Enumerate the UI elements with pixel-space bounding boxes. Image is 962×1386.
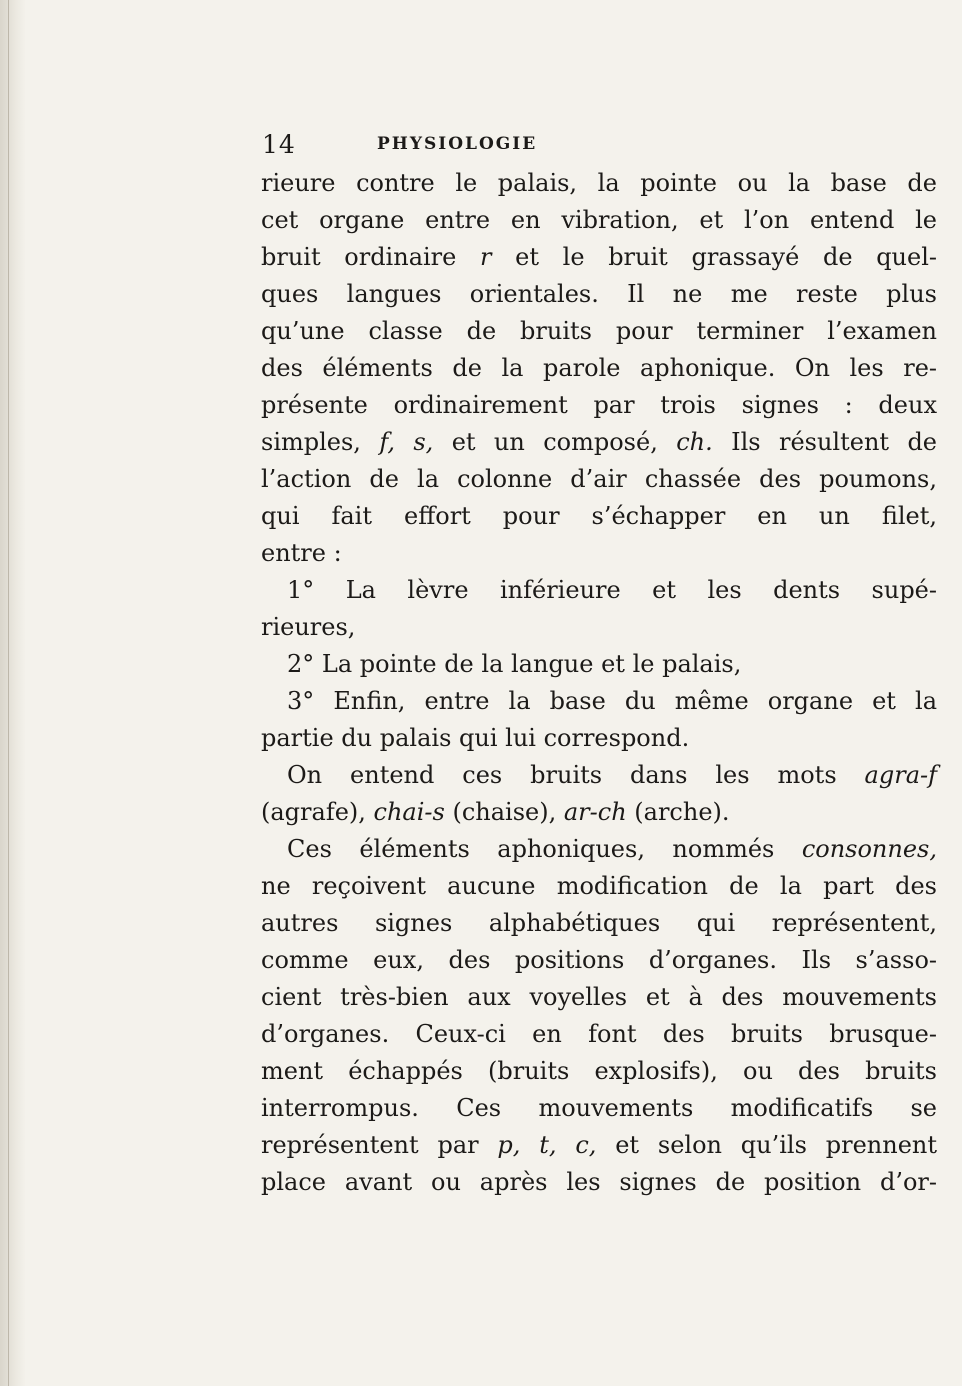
text-line: interrompus. Ces mouvements modificatifs se	[261, 1094, 937, 1122]
text-line: ment échappés (bruits explosifs), ou des bruits	[261, 1057, 937, 1085]
text-line: d’organes. Ceux-ci en font des bruits brusque-	[261, 1020, 937, 1048]
text-line: qu’une classe de bruits pour terminer l’examen	[261, 317, 937, 345]
text-line: On entend ces bruits dans les mots agra-f	[287, 761, 937, 789]
text-line: partie du palais qui lui correspond.	[261, 724, 690, 752]
text-line: 2° La pointe de la langue et le palais,	[287, 650, 742, 678]
text-line: ques langues orientales. Il ne me reste plus	[261, 280, 937, 308]
text-line: ne reçoivent aucune modification de la part des	[261, 872, 937, 900]
text-line: présente ordinairement par trois signes : deux	[261, 391, 937, 419]
text-line: l’action de la colonne d’air chassée des poumons,	[261, 465, 937, 493]
text-line: des éléments de la parole aphonique. On les re-	[261, 354, 937, 382]
text-line: comme eux, des positions d’organes. Ils s’asso-	[261, 946, 937, 974]
running-title: PHYSIOLOGIE	[377, 134, 538, 154]
text-line: cet organe entre en vibration, et l’on entend le	[261, 206, 937, 234]
text-line: cient très-bien aux voyelles et à des mouvements	[261, 983, 937, 1011]
text-line: qui fait effort pour s’échapper en un filet,	[261, 502, 937, 530]
text-line: simples, f, s, et un composé, ch. Ils résultent de	[261, 428, 938, 456]
page-binding-shadow	[0, 0, 26, 1386]
text-line: rieure contre le palais, la pointe ou la base de	[261, 169, 937, 197]
text-line: Ces éléments aphoniques, nommés consonnes,	[287, 835, 937, 863]
text-line: bruit ordinaire r et le bruit grassayé de quel-	[261, 243, 937, 271]
text-line: rieures,	[261, 613, 356, 641]
body-text	[261, 165, 937, 1201]
page-binding-edge	[8, 0, 9, 1386]
text-line: (agrafe), chai-s (chaise), ar-ch (arche).	[261, 798, 730, 826]
running-head	[262, 130, 962, 160]
text-line: entre :	[261, 539, 342, 567]
page-number: 14	[262, 130, 296, 159]
text-line: 3° Enfin, entre la base du même organe et la	[287, 687, 937, 715]
text-line: 1° La lèvre inférieure et les dents supé-	[287, 576, 937, 604]
text-line: représentent par p, t, c, et selon qu’ils prennent	[261, 1131, 938, 1159]
text-line: place avant ou après les signes de position d’or-	[261, 1168, 937, 1196]
text-line: autres signes alphabétiques qui représentent,	[261, 909, 937, 937]
